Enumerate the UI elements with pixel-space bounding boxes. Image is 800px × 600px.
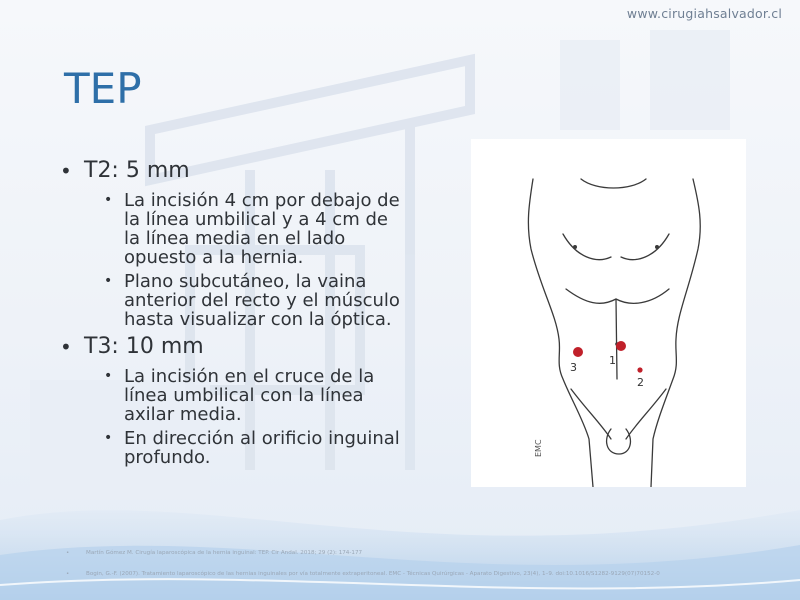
- slide-title: TEP: [64, 64, 142, 113]
- chest-line-left: [563, 234, 611, 260]
- torso-port-diagram: [471, 139, 746, 487]
- reference-1: [66, 550, 363, 556]
- bullet-t3: [60, 334, 400, 360]
- nipple-left: [573, 245, 577, 249]
- port-1-marker: [616, 341, 626, 351]
- sub-bullet-text: La incisión en el cruce de la línea umbilical con la línea axilar media.: [124, 366, 375, 425]
- ribcage-line: [566, 289, 669, 303]
- bullet-dot: •: [66, 571, 70, 577]
- bullet-dot: •: [60, 159, 72, 183]
- reference-2-text: Bogin, G.-F. (2007). Tratamiento laparoscópico de las hernias inguinales por vía totalmente extraperitoneal. EMC - Técnicas Quirúrgicas - Aparato Digestivo, 23(4), 1–9. doi:10.1016/S1282-9129(07)70152-0: [86, 571, 660, 577]
- bullet-dot: •: [104, 273, 113, 289]
- port-2-marker: [637, 367, 642, 372]
- nipple-right: [655, 245, 659, 249]
- bullet-dot: •: [104, 368, 113, 384]
- website-url[interactable]: www.cirugiahsalvador.cl: [626, 6, 782, 21]
- reference-2: [66, 571, 660, 577]
- reference-1-text: Martín Gómez M. Cirugía laparoscópica de la hernia inguinal: TEP. Cir Andal. 2018; 29 (2): 174-177: [86, 550, 363, 556]
- sub-bullet-text: En dirección al orificio inguinal profundo.: [124, 428, 400, 468]
- abdomen-line: [616, 299, 617, 379]
- bullet-dot: •: [104, 430, 113, 446]
- port-3-marker: [573, 347, 583, 357]
- bullet-t2: [60, 158, 400, 184]
- bullet-t3-text: T3: 10 mm: [84, 334, 204, 359]
- sub-bullet: [60, 429, 400, 467]
- sub-bullet: [60, 272, 400, 329]
- bullet-t2-text: T2: 5 mm: [84, 158, 190, 183]
- port-2-label: 2: [637, 376, 644, 389]
- bullet-dot: •: [104, 192, 113, 208]
- sub-bullet-text: Plano subcutáneo, la vaina anterior del recto y el músculo hasta visualizar con la óptica.: [124, 271, 400, 330]
- port-3-label: 3: [570, 361, 577, 374]
- chest-line-right: [621, 234, 669, 260]
- illustrator-signature: EMC: [534, 439, 543, 457]
- sub-bullet: [60, 367, 400, 424]
- slide-body: [60, 158, 400, 472]
- neck-line: [581, 179, 646, 188]
- torso-right-outline: [651, 179, 700, 487]
- port-1-label: 1: [609, 354, 616, 367]
- sub-bullet: [60, 191, 400, 267]
- sub-bullet-text: La incisión 4 cm por debajo de la línea umbilical y a 4 cm de la línea media en el lado opuesto a la hernia.: [124, 190, 400, 268]
- torso-illustration: [471, 139, 746, 487]
- inguinal-left: [571, 389, 611, 439]
- genital-outline: [607, 429, 631, 454]
- bullet-dot: •: [66, 550, 70, 556]
- bullet-dot: •: [60, 335, 72, 359]
